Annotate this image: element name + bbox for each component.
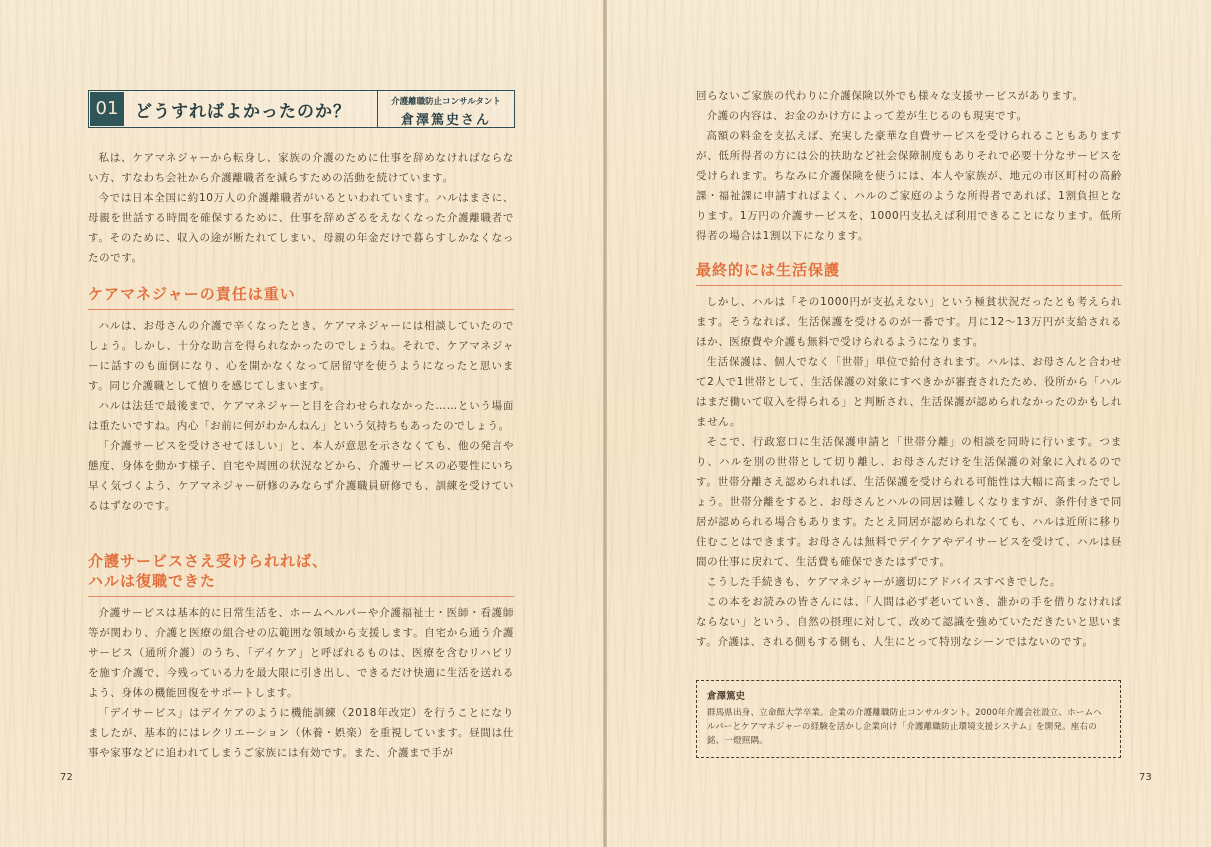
author-bio-box xyxy=(696,680,1121,758)
bio-name: 倉澤篤史 xyxy=(707,691,746,702)
author-name: 倉澤篤史さん xyxy=(400,113,491,128)
bio-text: 群馬県出身、立命館大学卒業。企業の介護離職防止コンサルタント。2000年介護会社設立、ホームヘルパーとケアマネジャーの経験を活かし企業向け「介護離職防止環境支援システム」を開発。座右の銘、一燈照隅。 xyxy=(707,708,1103,746)
paragraph: 「介護サービスを受けさせてほしい」と、本人が意思を示さなくても、他の発言や態度、身体を動かす様子、自宅や周囲の状況などから、介護サービスの必要性にいち早く気づくよう、ケアマネジャー研修のみならず介護職員研修でも、訓練を受けているはずなのです。 xyxy=(88,440,514,512)
section-heading: ケアマネジャーの責任は重い xyxy=(88,284,514,310)
section-heading-line: 介護サービスさえ受けられれば、 xyxy=(88,552,329,570)
paragraph: 高額の料金を支払えば、充実した豪華な自費サービスを受けられることもありますが、低所得者の方には公的扶助など社会保障制度もありそれで必要十分なサービスを受けられます。ちなみに介護保険を使うには、本人や家族が、地元の市区町村の高齢課・福祉課に申請すればよく、ハルのご家庭のような所得者であれば、1割負担となります。1万円の介護サービスを、1000円支払えば利用できることになります。低所得者の場合は1割以下になります。 xyxy=(696,130,1122,242)
section-body xyxy=(696,292,1122,652)
paragraph: 私は、ケアマネジャーから転身し、家族の介護のために仕事を辞めなければならない方、すなわち会社から介護離職者を減らすための活動を続けています。 xyxy=(88,152,514,184)
author-box xyxy=(377,91,514,127)
chapter-number: 01 xyxy=(90,92,124,126)
paragraph: そこで、行政窓口に生活保護申請と「世帯分離」の相談を同時に行います。つまり、ハルを別の世帯として切り離し、お母さんだけを生活保護の対象に入れるのです。世帯分離さえ認められれば、生活保護を受けられる可能性は大幅に高まったでしょう。世帯分離をすると、お母さんとハルの同居は難しくなりますが、条件付きで同居が認められる場合もあります。たとえ同居が認められなくても、ハルは近所に移り住むことはできます。お母さんは無料でデイケアやデイサービスを受けて、ハルは昼間の仕事に戻れて、生活費も確保できたはずです。 xyxy=(696,436,1122,568)
right-intro-text xyxy=(696,86,1122,246)
section-heading-line: ハルは復職できた xyxy=(88,572,217,590)
page-number: 72 xyxy=(60,772,73,783)
page-number: 73 xyxy=(1139,772,1152,783)
paragraph: 「デイサービス」はデイケアのように機能訓練（2018年改定）を行うことになりましたが、基本的にはレクリエーション（休養・娯楽）を重視しています。昼間は仕事や家事などに追われてしまうご家族には有効です。また、介護まで手が xyxy=(88,707,514,759)
paragraph: ハルは法廷で最後まで、ケアマネジャーと目を合わせられなかった……という場面は重たいですね。内心「お前に何がわかんねん」という気持ちもあったのでしょう。 xyxy=(88,400,514,432)
section-body xyxy=(88,603,514,763)
section-body xyxy=(88,316,514,516)
left-page xyxy=(0,0,603,847)
author-role: 介護離職防止コンサルタント xyxy=(391,97,501,107)
paragraph: この本をお読みの皆さんには、「人間は必ず老いていき、誰かの手を借りなければならない」という、自然の摂理に対して、改めて認識を強めていただきたいと思います。介護は、される側もする側も、人生にとって特別なシーンではないのです。 xyxy=(696,596,1122,648)
paragraph: 今では日本全国に約10万人の介護離職者がいるといわれています。ハルはまさに、母親を世話する時間を確保するために、仕事を辞めざるをえなくなった介護離職者です。そのために、収入の途が断たれてしまい、母親の年金だけで暮らすしかなくなったのです。 xyxy=(88,192,514,264)
paragraph: こうした手続きも、ケアマネジャーが適切にアドバイスすべきでした。 xyxy=(706,576,1061,588)
chapter-title-box xyxy=(88,90,515,128)
section-heading: 最終的には生活保護 xyxy=(696,260,1122,286)
intro-text xyxy=(88,148,514,268)
paragraph: 生活保護は、個人でなく「世帯」単位で給付されます。ハルは、お母さんと合わせて2人で1世帯として、生活保護の対象にすべきかが審査されたため、役所から「ハルはまだ働いて収入を得られる」と判断され、生活保護が認められなかったのかもしれません。 xyxy=(696,356,1122,428)
paragraph: しかし、ハルは「その1000円が支払えない」という極貧状況だったとも考えられます。そうなれば、生活保護を受けるのが一番です。月に12〜13万円が支給されるほか、医療費や介護も無料で受けられるようになります。 xyxy=(696,296,1122,348)
paragraph: 介護の内容は、お金のかけ方によって差が生じるのも現実です。 xyxy=(706,110,1028,122)
paragraph: 回らないご家族の代わりに介護保険以外でも様々な支援サービスがあります。 xyxy=(696,90,1084,102)
chapter-title: どうすればよかったのか？ xyxy=(135,102,351,122)
paragraph: 介護サービスは基本的に日常生活を、ホームヘルパーや介護福祉士・医師・看護師等が関わり、介護と医療の組合せの広範囲な領域から支援します。自宅から通う介護サービス（通所介護）のうち、「デイケア」と呼ばれるものは、医療を含むリハビリを施す介護で、今残っている力を最大限に引き出し、できるだけ快適に生活を送れるよう、身体の機能回復をサポートします。 xyxy=(88,607,514,699)
section-heading xyxy=(88,551,514,597)
paragraph: ハルは、お母さんの介護で辛くなったとき、ケアマネジャーには相談していたのでしょう。しかし、十分な助言を得られなかったのでしょうね。それで、ケアマネジャーに話すのも面倒になり、心を開かなくなって居留守を使うようになったと思います。同じ介護職として憤りを感じてしまいます。 xyxy=(88,320,514,392)
